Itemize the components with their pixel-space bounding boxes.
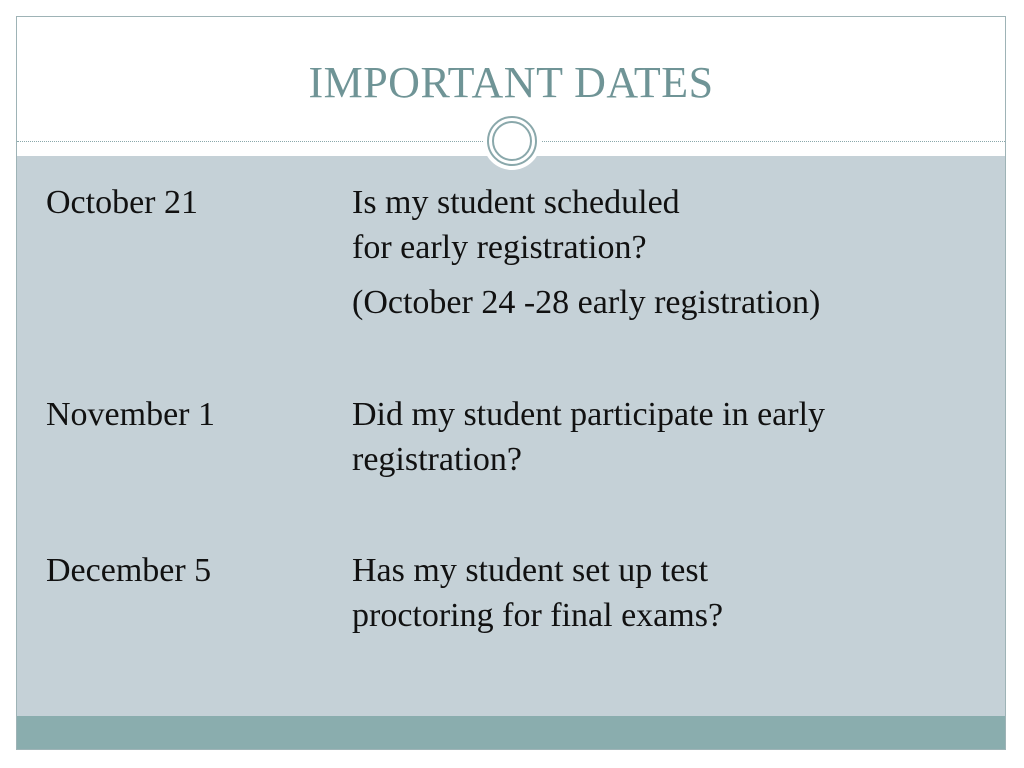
description-line: for early registration? <box>352 229 647 266</box>
description-note: (October 24 -28 early registration) <box>352 284 821 321</box>
description-line: Is my student scheduled <box>352 184 680 221</box>
date-description <box>352 392 972 482</box>
circle-ornament-inner-ring <box>492 121 532 161</box>
footer-bar <box>17 716 1005 750</box>
content-area <box>17 156 1005 716</box>
description-line: Did my student participate in early <box>352 396 826 433</box>
date-label: October 21 <box>46 184 199 221</box>
date-description <box>352 548 972 638</box>
description-line: registration? <box>352 441 522 478</box>
date-description <box>352 180 972 325</box>
description-line: proctoring for final exams? <box>352 597 724 634</box>
date-label: December 5 <box>46 552 212 589</box>
description-line: Has my student set up test <box>352 552 709 589</box>
slide-title: IMPORTANT DATES <box>308 58 714 107</box>
date-label: November 1 <box>46 396 216 433</box>
slide <box>16 16 1006 750</box>
